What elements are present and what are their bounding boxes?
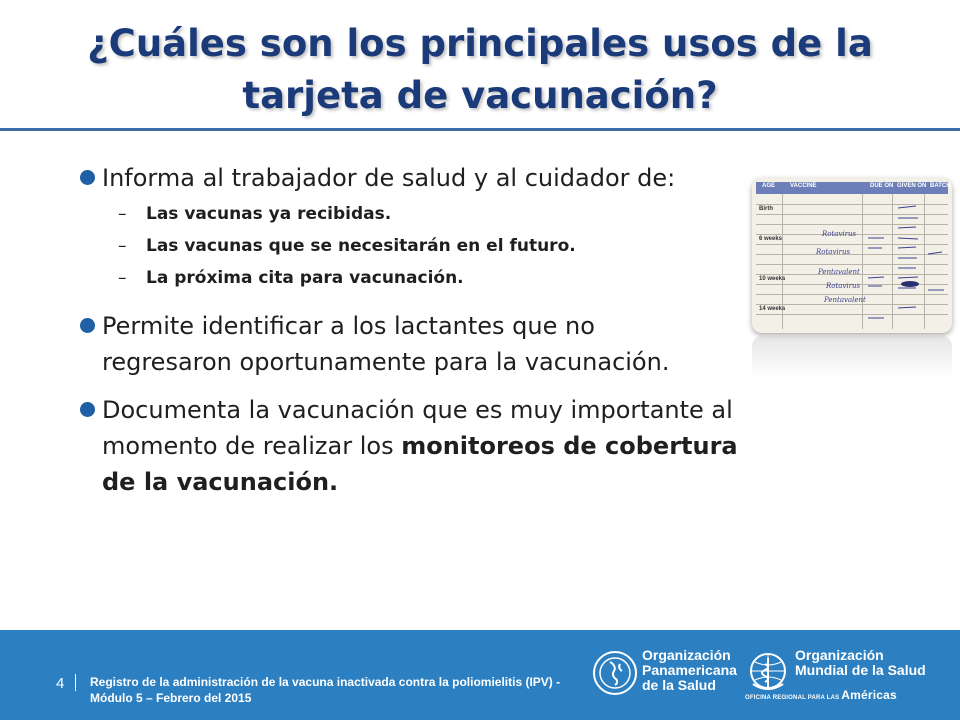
paho-logo bbox=[592, 648, 742, 708]
card-header-label: BATCH bbox=[930, 183, 951, 189]
slide-title-line-1: ¿Cuáles son los principales usos de la bbox=[87, 22, 873, 65]
card-age-label: Birth bbox=[759, 206, 773, 212]
bullet-1-text: Informa al trabajador de salud y al cuidador de: bbox=[102, 164, 676, 192]
sub-item bbox=[102, 198, 772, 230]
who-name bbox=[795, 648, 926, 678]
bullet-1 bbox=[72, 160, 772, 294]
dash-icon: – bbox=[118, 236, 127, 256]
slide-title-line-2: tarjeta de vacunación? bbox=[242, 74, 718, 117]
bullet-dot-icon bbox=[80, 170, 95, 185]
paho-emblem-icon bbox=[592, 650, 638, 696]
card-header-label: VACCINE bbox=[790, 183, 817, 189]
vaccination-card bbox=[752, 178, 952, 333]
title-divider bbox=[0, 128, 960, 131]
card-age-label: 14 weeks bbox=[759, 306, 786, 312]
card-handwriting: Pentavalent bbox=[824, 296, 866, 304]
page-number: 4 bbox=[56, 675, 65, 692]
card-handwriting: Rotavirus bbox=[822, 230, 857, 238]
card-pen-marks bbox=[752, 178, 952, 333]
who-name-line: Mundial de la Salud bbox=[795, 662, 926, 678]
who-office-label: OFICINA REGIONAL PARA LAS bbox=[745, 695, 840, 701]
bullet-3-text-normal: Documenta la vacunación que es muy importante al momento de realizar los bbox=[102, 396, 733, 460]
sub-item-text: Las vacunas que se necesitarán en el futuro. bbox=[146, 236, 576, 256]
bullet-dot-icon bbox=[80, 318, 95, 333]
card-header-label: GIVEN ON bbox=[897, 183, 927, 189]
paho-name-line: Panamericana bbox=[642, 662, 737, 678]
card-handwriting: Pentavalent bbox=[818, 268, 860, 276]
bullet-3-text bbox=[102, 392, 772, 500]
bullet-dot-icon bbox=[80, 402, 95, 417]
paho-name bbox=[642, 648, 737, 693]
card-age-label: 6 weeks bbox=[759, 236, 783, 242]
sub-item-text: Las vacunas ya recibidas. bbox=[146, 204, 392, 224]
footer-bar bbox=[0, 630, 960, 720]
slide-title bbox=[0, 18, 960, 122]
dash-icon: – bbox=[118, 204, 127, 224]
card-handwriting: Rotavirus bbox=[816, 248, 851, 256]
sub-item bbox=[102, 262, 772, 294]
bullet-3-text-bold: monitoreos de cobertura de la vacunación. bbox=[102, 432, 738, 496]
card-header-label: DUE ON bbox=[870, 183, 894, 189]
footer-caption: Registro de la administración de la vacuna inactivada contra la poliomielitis (IPV) - Módulo 5 – Febrero del 2015 bbox=[90, 675, 561, 705]
bullet-1-sublist bbox=[102, 198, 772, 294]
sub-item bbox=[102, 230, 772, 262]
sub-item-text: La próxima cita para vacunación. bbox=[146, 268, 464, 288]
paho-name-line: Organización bbox=[642, 647, 731, 663]
vaccination-card-image bbox=[752, 178, 952, 378]
who-office-region: Américas bbox=[841, 688, 897, 702]
bullet-2-text: Permite identificar a los lactantes que no regresaron oportunamente para la vacunación. bbox=[102, 312, 670, 376]
who-logo bbox=[745, 648, 955, 708]
who-name-line: Organización bbox=[795, 647, 884, 663]
slide-body bbox=[72, 160, 772, 500]
card-age-label: 10 weeks bbox=[759, 276, 786, 282]
card-reflection bbox=[752, 336, 952, 378]
card-handwriting: Rotavirus bbox=[826, 282, 861, 290]
bullet-2 bbox=[72, 308, 732, 380]
who-regional-office bbox=[745, 688, 955, 702]
page-number-separator bbox=[75, 674, 76, 691]
dash-icon: – bbox=[118, 268, 127, 288]
paho-name-line: de la Salud bbox=[642, 677, 716, 693]
card-header-label: AGE bbox=[762, 183, 776, 189]
bullet-3 bbox=[72, 392, 772, 500]
